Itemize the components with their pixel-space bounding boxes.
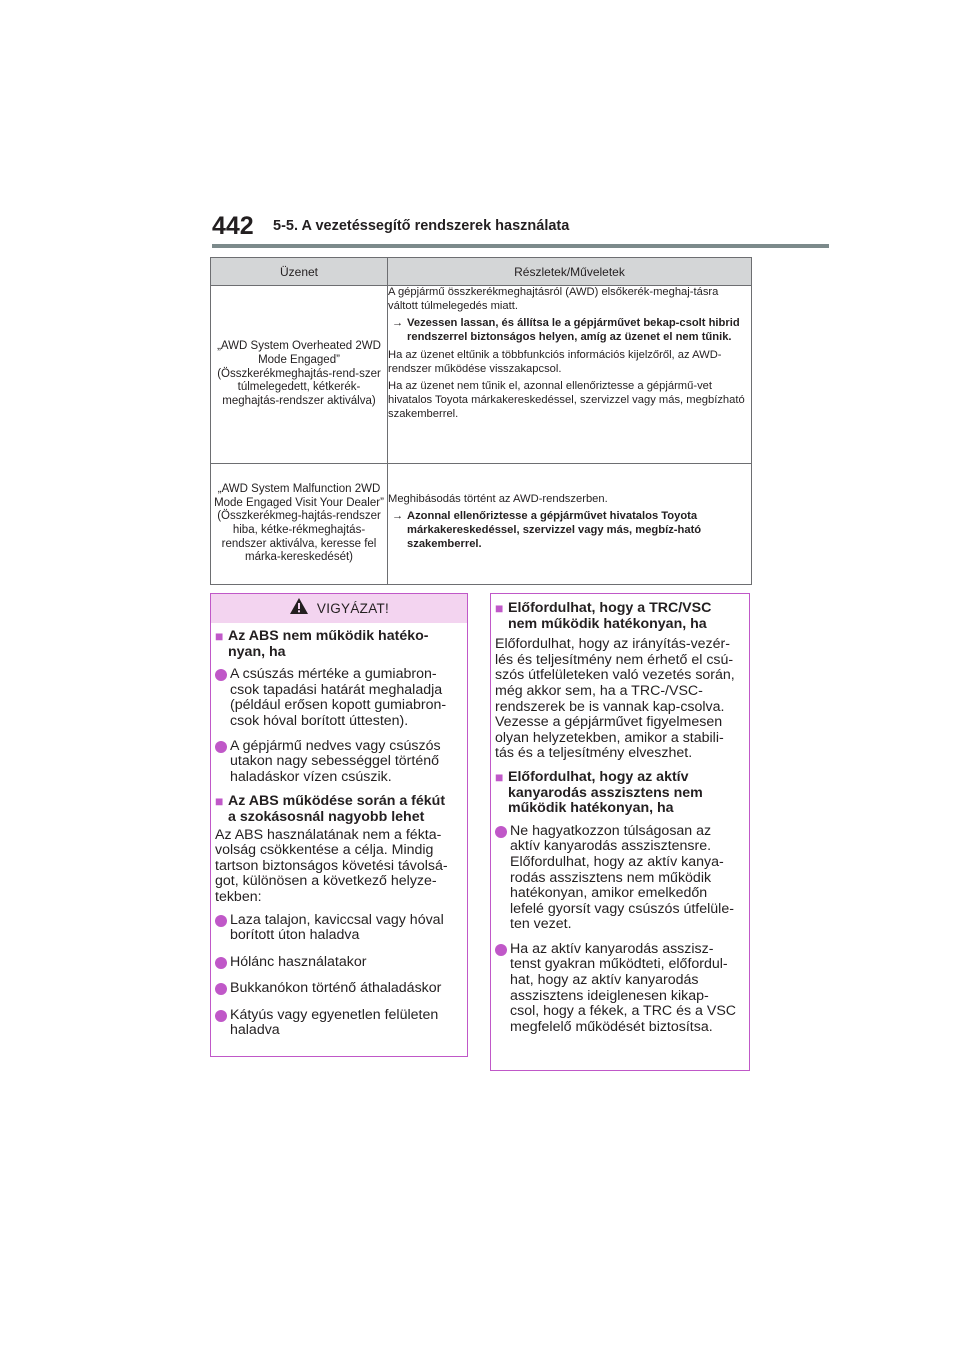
- aca-heading: [495, 770, 737, 817]
- section-title: 5-5. A vezetéssegítő rendszerek használata: [273, 218, 570, 234]
- table-row: [211, 286, 752, 464]
- bullet-dot-icon: [215, 957, 227, 969]
- list-item-text: A gépjármű nedves vagy csúszós utakon nagy sebességgel történő haladáskor vízen csúszik.: [230, 737, 441, 785]
- list-item: [215, 667, 455, 729]
- column-header-message: Üzenet: [211, 258, 388, 286]
- list-item: [495, 824, 737, 933]
- trc-text: Vezesse a gépjárművet figyelmesen olyan helyzetekben, amikor a stabili-tás és a teljesítmény elveszhet.: [495, 714, 724, 762]
- detail-action-text: Azonnal ellenőriztesse a gépjárművet hivatalos Toyota márkakereskedéssel, szervizzel vagy más, megbíz-ható szakemberrel.: [407, 510, 702, 550]
- trc-heading: [495, 601, 737, 632]
- table-row: [211, 464, 752, 585]
- list-item-text: Kátyús vagy egyenetlen felületen haladva: [230, 1006, 439, 1039]
- table-header-row: [211, 258, 752, 286]
- abs-heading: [215, 629, 455, 660]
- bullet-dot-icon: [215, 669, 227, 681]
- warning-title: VIGYÁZAT!: [316, 601, 390, 616]
- list-item: [215, 1008, 455, 1039]
- bullet-dot-icon: [215, 915, 227, 927]
- detail-note: Ha az üzenet eltűnik a többfunkciós információs kijelzőről, az AWD-rendszer működése visszakapcsol.: [388, 348, 722, 375]
- list-item: [215, 739, 455, 786]
- list-item-text: Bukkanókon történő áthaladáskor: [230, 980, 442, 997]
- list-item-text: A csúszás mértéke a gumiabron-csok tapadási határát meghaladja (például erősen kopott gumiabron-csok hóval borított úttesten).: [230, 666, 447, 729]
- detail-action-text: Vezessen lassan, és állítsa le a gépjárművet bekap-csolt hibrid rendszerrel biztonságos helyen, amíg az üzenet el nem tűnik.: [407, 317, 740, 344]
- square-bullet-icon: ■: [495, 600, 504, 616]
- details-cell: [388, 286, 752, 464]
- list-item-text: Hólánc használatakor: [230, 953, 367, 970]
- warning-header: [211, 594, 467, 623]
- detail-intro: Meghibásodás történt az AWD-rendszerben.: [388, 492, 608, 505]
- detail-action: [388, 317, 751, 344]
- column-header-details: Részletek/Műveletek: [388, 258, 752, 286]
- list-item-text: Laza talajon, kaviccsal vagy hóval borított úton haladva: [230, 911, 444, 944]
- arrow-icon: →: [391, 510, 404, 523]
- trc-heading-text: Előfordulhat, hogy a TRC/VSC nem működik hatékonyan, ha: [508, 600, 712, 632]
- list-item-text: Ha az aktív kanyarodás asszisz-tenst gyakran működteti, előfordul-hat, hogy az aktív kanyarodás asszisztens ideiglenesen kikap-csol, hogy a fékek, a TRC és a VSC megfelelő működését biztosítsa.: [510, 940, 737, 1035]
- braking-text: Az ABS használatának nem a fékta-volság csökkentése a célja. Mindig tartson biztonságos követési távolsá-got, különösen a következő helyze-tekben:: [215, 826, 448, 905]
- trc-text: Előfordulhat, hogy az irányítás-vezér-lés és teljesítmény nem érhető el csú-szós útfelületeken való vezetés során, még akkor sem, ha a TRC-/VSC-rendszerek be is vannak kap-csolva.: [495, 636, 735, 715]
- list-item: [215, 981, 455, 997]
- message-table: [210, 257, 752, 585]
- header-divider: [212, 244, 829, 248]
- square-bullet-icon: ■: [495, 768, 504, 785]
- bullet-dot-icon: [495, 826, 507, 838]
- page-number: 442: [212, 212, 254, 240]
- info-box: [490, 593, 750, 1071]
- square-bullet-icon: ■: [215, 793, 224, 810]
- bullet-dot-icon: [215, 983, 227, 995]
- list-item: [215, 913, 455, 944]
- braking-heading-text: Az ABS működése során a fékút a szokásosnál nagyobb lehet: [228, 793, 446, 825]
- detail-action: [388, 510, 751, 551]
- list-item-text: Ne hagyatkozzon túlságosan az aktív kanyarodás asszisztensre. Előfordulhat, hogy az aktív kanya-rodás asszisztens nem működik hatékonyan, amikor emelkedőn lefelé gyorsít vagy csúszós útfelüle-ten vezet.: [510, 822, 734, 933]
- warning-triangle-icon: [289, 597, 309, 620]
- warning-box: [210, 593, 468, 1057]
- bullet-dot-icon: [215, 741, 227, 753]
- list-item: [495, 942, 737, 1036]
- braking-heading: [215, 794, 455, 825]
- bullet-dot-icon: [215, 1010, 227, 1022]
- detail-intro: A gépjármű összkerékmeghajtásról (AWD) elsőkerék-meghaj-tásra váltott túlmelegedés miatt.: [388, 286, 719, 312]
- detail-note: Ha az üzenet nem tűnik el, azonnal ellenőriztesse a gépjármű-vet hivatalos Toyota márkakereskedéssel, szervizzel vagy más, megbízható szakemberrel.: [388, 380, 745, 420]
- details-cell: [388, 464, 752, 585]
- list-item: [215, 955, 455, 971]
- bullet-dot-icon: [495, 944, 507, 956]
- arrow-icon: →: [391, 317, 404, 330]
- message-cell: „AWD System Overheated 2WD Mode Engaged” (Összkerékmeghajtás-rend-szer túlmelegedett, kétkerék-meghajtás-rendszer aktiválva): [211, 286, 388, 464]
- aca-heading-text: Előfordulhat, hogy az aktív kanyarodás asszisztens nem működik hatékonyan, ha: [508, 768, 703, 817]
- abs-heading-text: Az ABS nem működik hatéko-nyan, ha: [228, 628, 429, 660]
- message-cell: „AWD System Malfunction 2WD Mode Engaged Visit Your Dealer” (Összkerékmeg-hajtás-rendszer hiba, kétke-rékmeghajtás-rendszer aktiválva, keresse fel márka-kereskedését): [211, 464, 388, 585]
- square-bullet-icon: ■: [215, 628, 224, 644]
